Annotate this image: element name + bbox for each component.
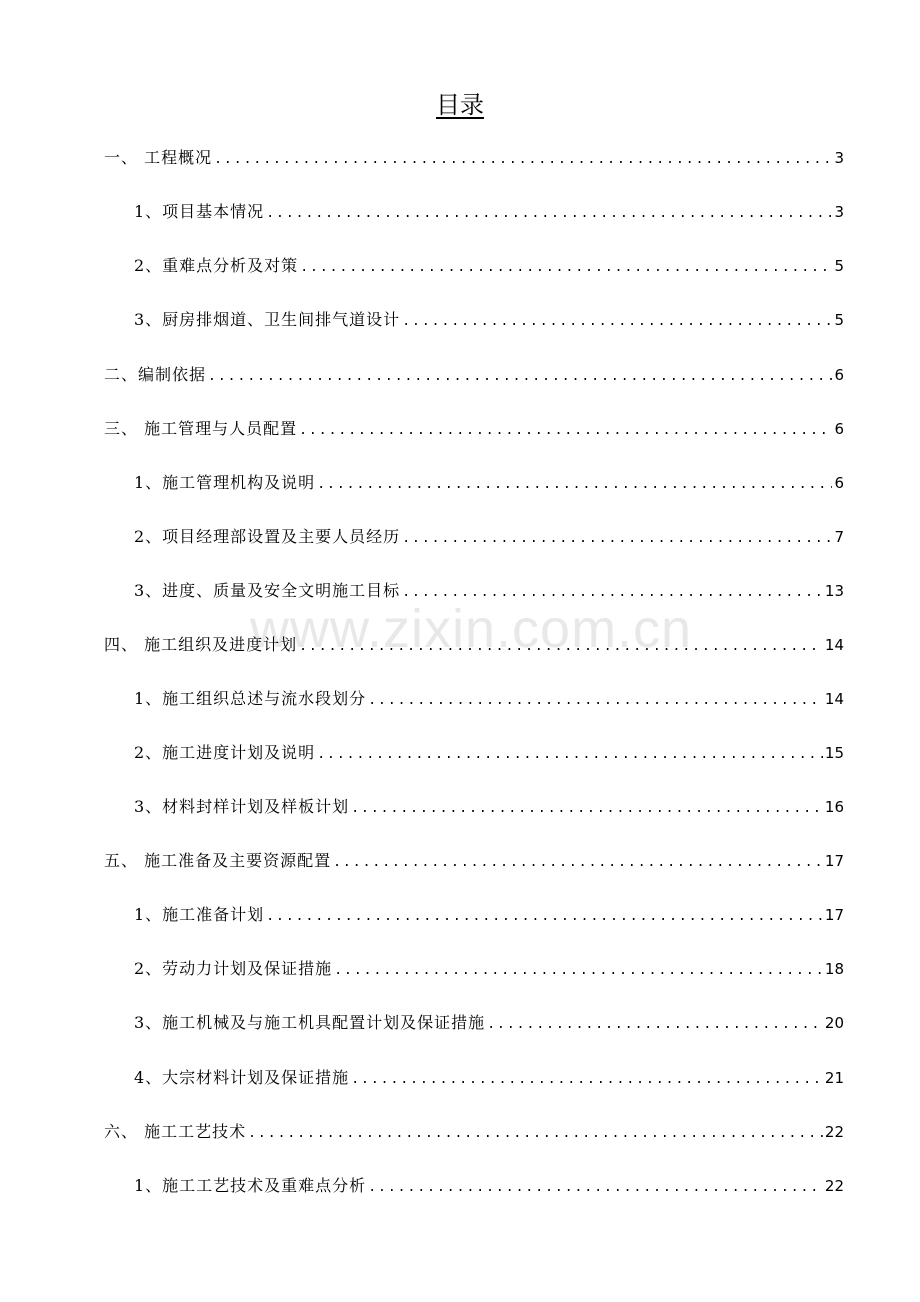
toc-entry-label: 3、厨房排烟道、卫生间排气道设计: [134, 310, 401, 329]
watermark: www.zixin.com.cn: [250, 599, 693, 659]
toc-entry-page: 3: [834, 203, 844, 221]
toc-entry-label: 2、项目经理部设置及主要人员经历: [134, 527, 401, 546]
toc-entry[interactable]: [134, 579, 844, 603]
toc-entry-label: 三、 施工管理与人员配置: [104, 419, 298, 438]
toc-entry-label: 3、进度、质量及安全文明施工目标: [134, 581, 401, 600]
toc-leader-dots: [351, 797, 823, 821]
toc-entry-page: 6: [834, 366, 844, 384]
toc-leader-dots: [208, 365, 832, 389]
toc-entry-label: 六、 施工工艺技术: [104, 1122, 247, 1141]
toc-entry[interactable]: [134, 903, 844, 927]
toc-entry-page: 21: [824, 1069, 844, 1087]
toc-leader-dots: [266, 905, 823, 929]
toc-leader-dots: [300, 256, 832, 280]
toc-entry[interactable]: [104, 363, 844, 387]
toc-entry-page: 5: [834, 311, 844, 329]
toc-entry-label: 2、施工进度计划及说明: [134, 743, 316, 762]
toc-entry[interactable]: [104, 633, 844, 657]
toc-entry-label: 3、施工机械及与施工机具配置计划及保证措施: [134, 1013, 486, 1032]
toc-entry-label: 二、编制依据: [104, 365, 207, 384]
toc-entry[interactable]: [134, 957, 844, 981]
toc-leader-dots: [368, 1176, 823, 1200]
toc-entry[interactable]: [134, 1174, 844, 1198]
toc-entry-page: 6: [834, 420, 844, 438]
toc-entry-page: 16: [824, 798, 844, 816]
toc-entry-page: 6: [834, 474, 844, 492]
toc-entry-label: 4、大宗材料计划及保证措施: [134, 1068, 350, 1087]
toc-entry-label: 1、施工组织总述与流水段划分: [134, 689, 367, 708]
toc-leader-dots: [317, 743, 823, 767]
toc-entry-label: 1、施工管理机构及说明: [134, 473, 316, 492]
toc-entry[interactable]: [134, 308, 844, 332]
toc-entry[interactable]: [134, 525, 844, 549]
toc-leader-dots: [402, 310, 832, 334]
toc-leader-dots: [351, 1068, 823, 1092]
toc-entry-label: 五、 施工准备及主要资源配置: [104, 851, 332, 870]
toc-entry[interactable]: [134, 1011, 844, 1035]
toc-entry-label: 1、施工工艺技术及重难点分析: [134, 1176, 367, 1195]
toc-entry-label: 2、劳动力计划及保证措施: [134, 959, 333, 978]
toc-entry[interactable]: [134, 687, 844, 711]
toc-entry[interactable]: [104, 417, 844, 441]
toc-entry-page: 13: [824, 582, 844, 600]
toc-entry[interactable]: [134, 254, 844, 278]
toc-entry-label: 四、 施工组织及进度计划: [104, 635, 298, 654]
toc-entry-page: 15: [824, 744, 844, 762]
toc-leader-dots: [299, 419, 832, 443]
toc-leader-dots: [248, 1122, 823, 1146]
toc-leader-dots: [299, 635, 823, 659]
toc-entry[interactable]: [134, 200, 844, 224]
toc-entry-label: 一、 工程概况: [104, 148, 213, 167]
toc-leader-dots: [266, 202, 832, 226]
toc-entry-label: 3、材料封样计划及样板计划: [134, 797, 350, 816]
toc-entry[interactable]: [104, 849, 844, 873]
toc-entry-page: 22: [824, 1177, 844, 1195]
page-title: 目录: [436, 91, 484, 119]
toc-entry-label: 2、重难点分析及对策: [134, 256, 299, 275]
toc-entry-label: 1、施工准备计划: [134, 905, 265, 924]
toc-entry[interactable]: [134, 1066, 844, 1090]
toc-entry-label: 1、项目基本情况: [134, 202, 265, 221]
toc-entry-page: 7: [834, 528, 844, 546]
toc-entry-page: 18: [824, 960, 844, 978]
toc-leader-dots: [368, 689, 823, 713]
toc-entry-page: 14: [824, 636, 844, 654]
toc-entry[interactable]: [134, 471, 844, 495]
toc-leader-dots: [317, 473, 832, 497]
toc-entry-page: 14: [824, 690, 844, 708]
toc-leader-dots: [402, 581, 823, 605]
toc-entry-page: 5: [834, 257, 844, 275]
toc-leader-dots: [333, 851, 823, 875]
toc-leader-dots: [402, 527, 832, 551]
toc-entry-page: 22: [824, 1123, 844, 1141]
toc-leader-dots: [487, 1013, 823, 1037]
toc-entry[interactable]: [134, 741, 844, 765]
toc-leader-dots: [214, 148, 832, 172]
toc-leader-dots: [334, 959, 823, 983]
toc-entry-page: 3: [834, 149, 844, 167]
toc-entry[interactable]: [134, 795, 844, 819]
toc-entry-page: 20: [824, 1014, 844, 1032]
toc-entry-page: 17: [824, 852, 844, 870]
toc-entry[interactable]: [104, 1120, 844, 1144]
toc-entry[interactable]: [104, 146, 844, 170]
toc-entry-page: 17: [824, 906, 844, 924]
